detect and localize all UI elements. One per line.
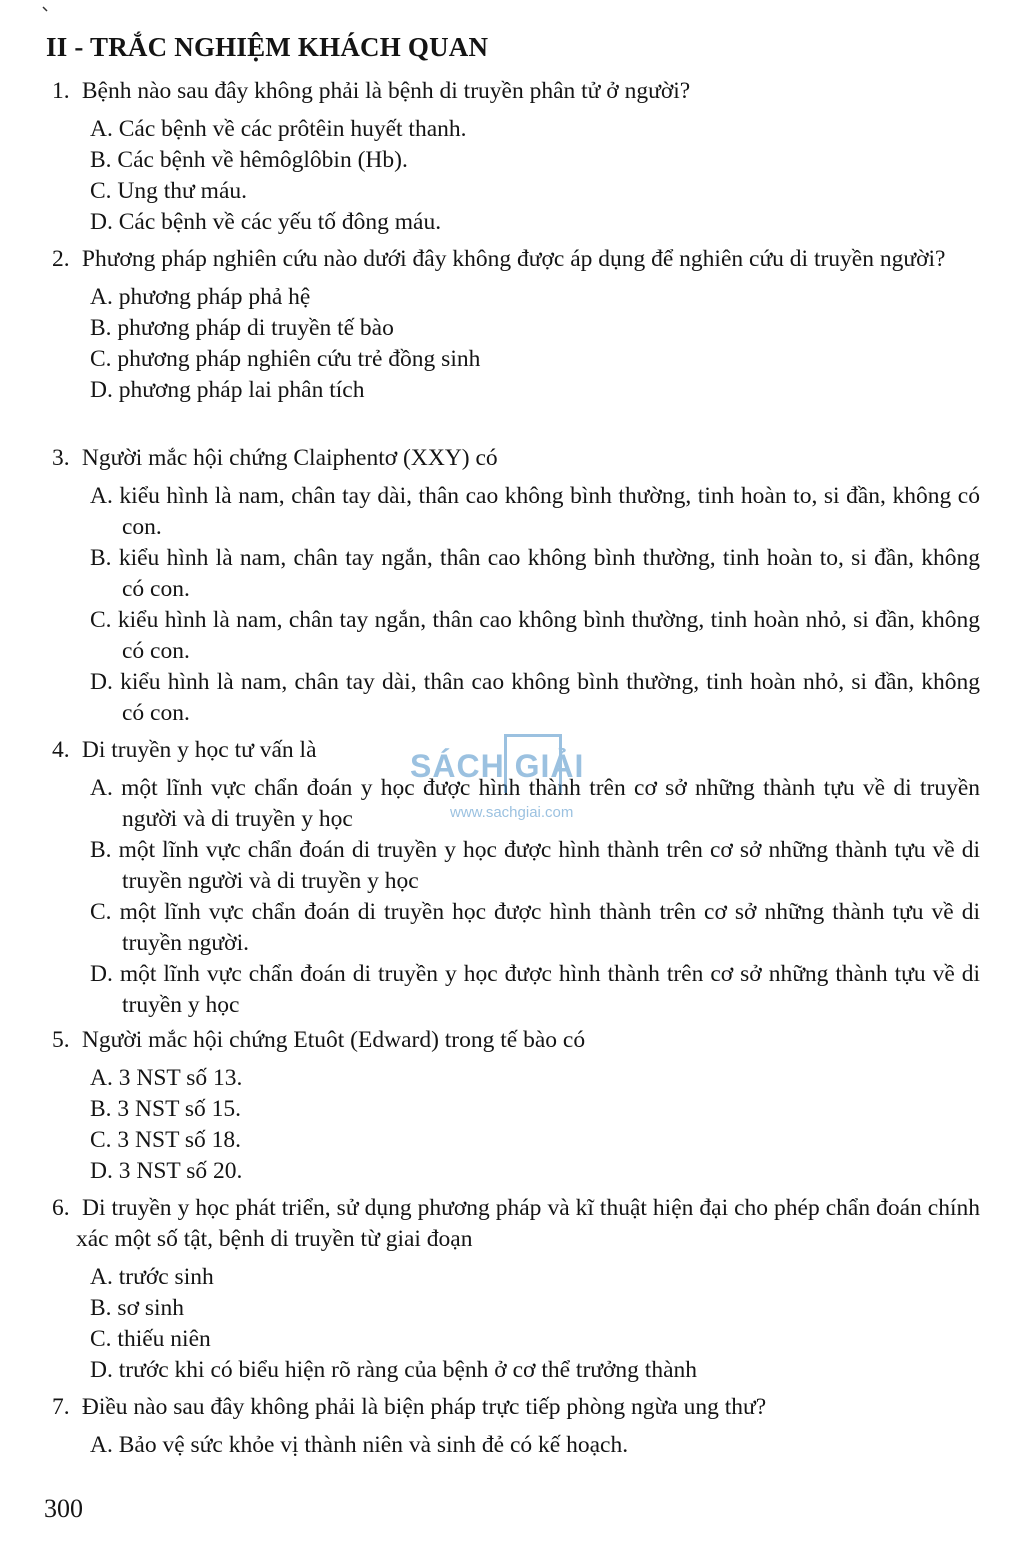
question-3: [52, 443, 980, 729]
page-number: 300: [44, 1494, 83, 1523]
option-d: D. kiểu hình là nam, chân tay dài, thân cao không bình thường, tinh hoàn nhỏ, si đần, không có con.: [90, 669, 980, 726]
option-c: C. Ung thư máu.: [90, 178, 247, 204]
question-stem: 6. Di truyền y học phát triển, sử dụng phương pháp và kĩ thuật hiện đại cho phép chẩn đoán chính xác một số tật, bệnh di truyền từ giai đoạn: [52, 1195, 980, 1252]
option-a: A. Các bệnh về các prôtêin huyết thanh.: [90, 116, 467, 142]
option-b: B. sơ sinh: [90, 1295, 185, 1321]
option-d: D. trước khi có biểu hiện rõ ràng của bệnh ở cơ thể trưởng thành: [90, 1357, 698, 1383]
question-stem: 7. Điều nào sau đây không phải là biện pháp trực tiếp phòng ngừa ung thư?: [52, 1394, 767, 1420]
option-d: D. phương pháp lai phân tích: [90, 377, 365, 403]
option-b: B. 3 NST số 15.: [90, 1096, 242, 1122]
corner-tick-mark: [42, 6, 48, 12]
option-b: B. kiểu hình là nam, chân tay ngắn, thân cao không bình thường, tinh hoàn to, si đần, không có con.: [90, 545, 980, 602]
question-5: [52, 1025, 980, 1187]
option-a: A. phương pháp phả hệ: [90, 284, 311, 310]
question-7: [52, 1392, 980, 1461]
question-2: [52, 244, 980, 406]
options-list: [52, 114, 980, 238]
option-d: D. Các bệnh về các yếu tố đông máu.: [90, 209, 442, 235]
options-list: [52, 773, 980, 1021]
option-a: A. trước sinh: [90, 1264, 214, 1290]
question-stem: 4. Di truyền y học tư vấn là: [52, 737, 317, 763]
option-b: B. Các bệnh về hêmôglôbin (Hb).: [90, 147, 408, 173]
question-stem: 1. Bệnh nào sau đây không phải là bệnh di truyền phân tử ở người?: [52, 78, 691, 104]
options-list: [52, 1430, 980, 1461]
question-stem: 3. Người mắc hội chứng Claiphentơ (XXY) có: [52, 445, 498, 471]
option-d: D. một lĩnh vực chẩn đoán di truyền y học được hình thành trên cơ sở những thành tựu về di truyền y học: [90, 961, 980, 1018]
watermark-brand: SÁCH GIẢI: [410, 748, 585, 784]
option-c: C. thiếu niên: [90, 1326, 211, 1352]
option-a: A. 3 NST số 13.: [90, 1065, 243, 1091]
option-c: C. một lĩnh vực chẩn đoán di truyền học được hình thành trên cơ sở những thành tựu về di truyền người.: [90, 899, 980, 956]
option-b: B. một lĩnh vực chẩn đoán di truyền y học được hình thành trên cơ sở những thành tựu về di truyền người và di truyền y học: [90, 837, 980, 894]
option-a: A. một lĩnh vực chẩn đoán y học được hình thành trên cơ sở những thành tựu về di truyền người và di truyền y học: [90, 775, 980, 832]
option-a: A. Bảo vệ sức khỏe vị thành niên và sinh đẻ có kế hoạch.: [90, 1432, 629, 1458]
question-stem: 5. Người mắc hội chứng Etuôt (Edward) trong tế bào có: [52, 1027, 586, 1053]
section-heading: II - TRẮC NGHIỆM KHÁCH QUAN: [46, 32, 489, 62]
option-c: C. 3 NST số 18.: [90, 1127, 242, 1153]
option-d: D. 3 NST số 20.: [90, 1158, 243, 1184]
question-4: [52, 735, 980, 1021]
watermark-url: www.sachgiai.com: [450, 804, 574, 821]
question-stem: 2. Phương pháp nghiên cứu nào dưới đây không được áp dụng để nghiên cứu di truyền người?: [52, 246, 946, 272]
options-list: [52, 282, 980, 406]
options-list: [52, 1262, 980, 1386]
options-list: [52, 481, 980, 729]
option-c: C. phương pháp nghiên cứu trẻ đồng sinh: [90, 346, 481, 372]
option-a: A. kiểu hình là nam, chân tay dài, thân cao không bình thường, tinh hoàn to, si đần, không có con.: [90, 483, 980, 540]
option-b: B. phương pháp di truyền tế bào: [90, 315, 394, 341]
option-c: C. kiểu hình là nam, chân tay ngắn, thân cao không bình thường, tinh hoàn nhỏ, si đần, không có con.: [90, 607, 980, 664]
options-list: [52, 1063, 980, 1187]
question-1: [52, 76, 980, 238]
question-6: [52, 1193, 980, 1386]
